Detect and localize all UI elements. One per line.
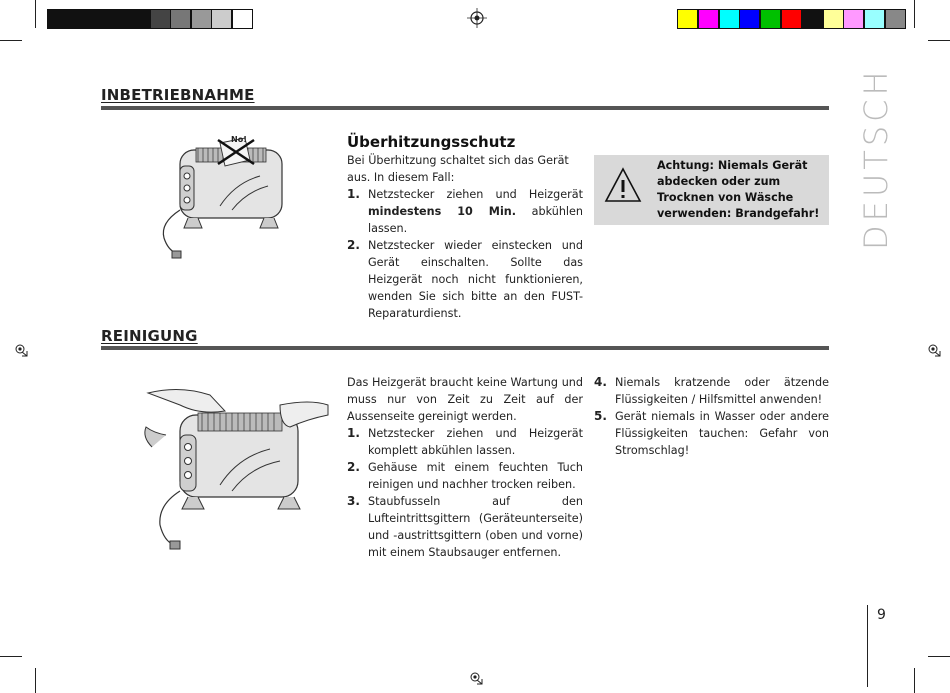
list-item: 2. Gehäuse mit einem feuchten Tuch reinigen und nachher trocken reiben.: [347, 460, 583, 491]
overheat-instructions: [347, 152, 583, 322]
crop-mark: [914, 668, 915, 693]
registration-mark-icon: [927, 343, 941, 357]
overheat-steps: [347, 186, 583, 322]
list-item: 1. Netzstecker ziehen und Heizgerät komplett abkühlen lassen.: [347, 426, 583, 457]
section-heading-inbetriebnahme: INBETRIEBNAHME: [101, 86, 255, 104]
gray-swatch: [47, 9, 68, 29]
list-item: 4. Niemals kratzende oder ätzende Flüssigkeiten / Hilfsmittel anwenden!: [594, 375, 829, 406]
color-swatch: [823, 9, 844, 29]
color-swatch: [885, 9, 906, 29]
gray-swatch: [211, 9, 232, 29]
crop-mark: [35, 0, 36, 28]
list-item: 1. Netzstecker ziehen und Heizgerät mindestens 10 Min. abkühlen lassen.: [347, 187, 583, 235]
gray-swatch: [191, 9, 212, 29]
intro-text: Bei Überhitzung schaltet sich das Gerät aus. In diesem Fall:: [347, 154, 569, 184]
intro-text: Das Heizgerät braucht keine Wartung und muss nur von Zeit zu Zeit auf der Aussenseite gereinigt werden.: [347, 376, 583, 423]
registration-mark-icon: [469, 671, 483, 685]
cleaning-steps-left: [347, 425, 583, 561]
gray-swatch: [88, 9, 109, 29]
crop-mark: [928, 40, 950, 41]
warning-triangle-icon: [604, 166, 642, 204]
crop-mark: [0, 656, 22, 657]
list-item: 5. Gerät niemals in Wasser oder andere Flüssigkeiten tauchen: Gefahr von Stromschlag!: [594, 409, 829, 457]
color-swatch: [760, 9, 781, 29]
heater-cleaning-illustration: [140, 375, 330, 555]
page-number-rule: [867, 605, 868, 687]
gray-swatch: [109, 9, 130, 29]
crop-mark: [0, 40, 22, 41]
crop-mark: [914, 0, 915, 28]
subheading-overheat-protection: Überhitzungsschutz: [347, 133, 516, 151]
list-item: 2. Netzstecker wieder einstecken und Gerät einschalten. Sollte das Heizgerät noch nicht funktionieren, wenden Sie sich bitte an den FUST-Reparaturdienst.: [347, 238, 583, 320]
color-swatch: [781, 9, 802, 29]
page-number: 9: [877, 607, 886, 623]
figure-label: No!: [231, 135, 247, 144]
registration-mark-icon: [467, 8, 487, 28]
cleaning-instructions-right: [594, 374, 829, 459]
cleaning-steps-right: [594, 374, 829, 459]
registration-mark-icon: [14, 343, 28, 357]
section-heading-reinigung: REINIGUNG: [101, 327, 198, 345]
crop-mark: [35, 668, 36, 693]
warning-text: Achtung: Niemals Gerät abdecken oder zum Trocknen von Wäsche verwenden: Brandgefahr!: [657, 159, 820, 220]
color-swatch: [719, 9, 740, 29]
gray-swatch: [170, 9, 191, 29]
color-swatch: [677, 9, 698, 29]
section-rule: [101, 106, 829, 110]
color-swatch: [864, 9, 885, 29]
language-tab: DEUTSCH: [857, 67, 895, 250]
gray-swatch: [129, 9, 150, 29]
cleaning-instructions-left: [347, 374, 583, 561]
color-swatch: [739, 9, 760, 29]
heater-covered-illustration: [150, 128, 300, 268]
gray-swatch: [68, 9, 89, 29]
gray-swatch: [232, 9, 253, 29]
section-rule: [101, 346, 829, 350]
gray-swatch: [150, 9, 171, 29]
list-item: 3. Staubfusseln auf den Lufteintrittsgittern (Geräteunterseite) und -austrittsgittern (oben und vorne) mit einem Staubsauger entfernen.: [347, 494, 583, 559]
color-swatch: [843, 9, 864, 29]
color-swatch: [802, 9, 823, 29]
color-swatch: [698, 9, 719, 29]
crop-mark: [928, 656, 950, 657]
